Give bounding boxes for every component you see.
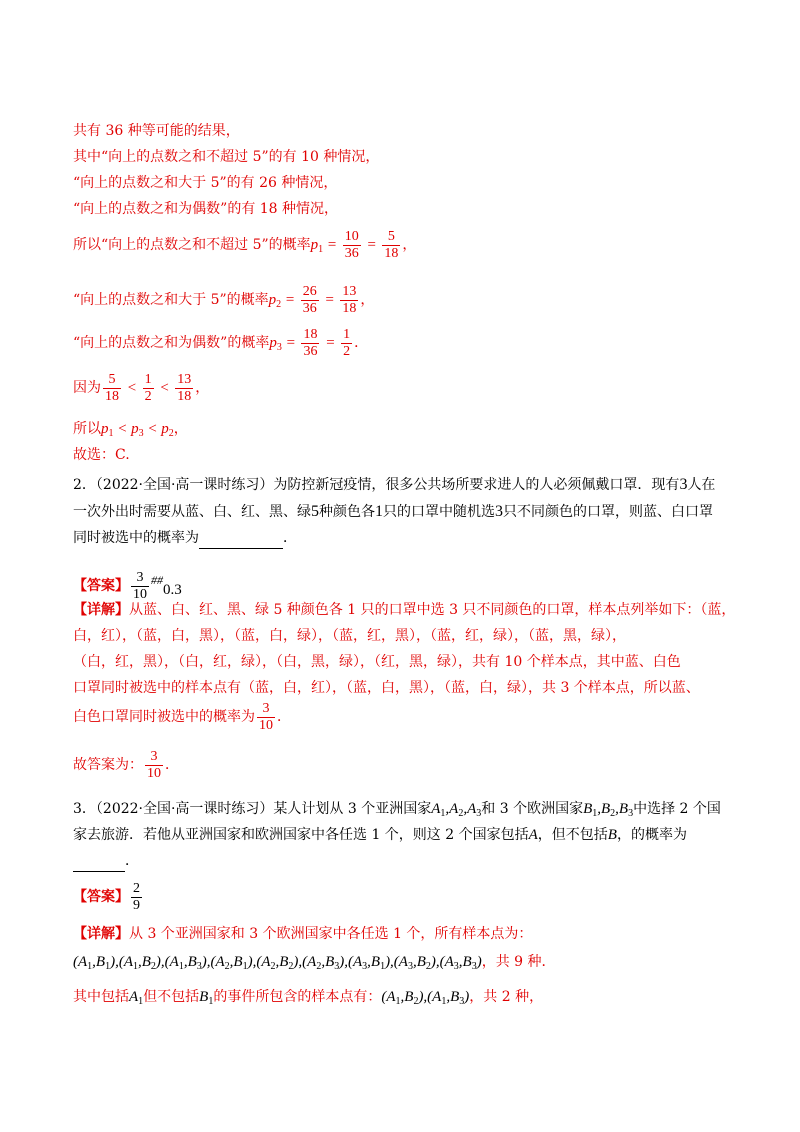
question-2-stem: 一次外出时需要从蓝、白、红、黑、绿5种颜色各1只的口罩中随机选3只不同颜色的口罩，则蓝、白口罩 [73, 503, 713, 520]
fraction: $\frac{5}{18}$ [384, 228, 399, 261]
conclusion-line: 所以$p_1 < p_3 < p_2$， [73, 421, 188, 439]
question-2-detail: 白，红），（蓝，白，黑），（蓝，白，绿），（蓝，红，黑），（蓝，红，绿），（蓝，黑，绿）， [73, 628, 626, 644]
question-2-detail: （白，红，黑），（白，红，绿），（白，黑，绿），（红，黑，绿），共有 10 个样本点，其中蓝、白色 [73, 654, 681, 670]
question-2-detail: 口罩同时被选中的样本点有（蓝，白，红），（蓝，白，黑），（蓝，白，绿），共 3 个样本点，所以蓝、 [73, 680, 700, 696]
question-3-stem: ． [73, 851, 139, 872]
solution-line: “向上的点数之和大于 5”的有 26 种情况， [73, 175, 338, 191]
fraction: $\frac{1}{2}$ [144, 371, 152, 404]
question-3-answer: 【答案】 $\frac{2}{9}$ [73, 880, 140, 913]
fraction: $\frac{10}{36}$ [344, 228, 359, 261]
question-3-stem: 3．（2022·全国·高一课时练习）某人计划从 3 个亚洲国家$A_1,A_2,A_3$和 3 个欧洲国家$B_1,B_2,B_3$中选择 2 个国 [73, 801, 721, 819]
question-2-detail: 白色口罩同时被选中的概率为 $\frac{3}{10}$ ． [73, 700, 291, 733]
question-2-stem: 2．（2022·全国·高一课时练习）为防控新冠疫情，很多公共场所要求进人的人必须佩戴口罩．现有3人在 [73, 476, 716, 493]
solution-line: 其中“向上的点数之和不超过 5”的有 10 种情况， [73, 149, 380, 165]
fraction: $\frac{13}{18}$ [342, 283, 357, 316]
fraction: $\frac{26}{36}$ [302, 283, 317, 316]
probability-p2: “向上的点数之和大于 5”的概率$p_2$ = $\frac{26}{36}$ = $\frac{13}{18}$ ， [73, 283, 375, 316]
fraction: $\frac{1}{2}$ [343, 326, 351, 359]
question-2-answer: 【答案】 $\frac{3}{10}$ ##0.3 [73, 569, 182, 602]
answer-blank [199, 528, 283, 549]
question-2-stem: 同时被选中的概率为 ． [73, 528, 297, 549]
choice-line: 故选：C. [73, 447, 130, 463]
solution-line: 共有 36 种等可能的结果， [73, 123, 240, 139]
question-3-stem: 家去旅游．若他从亚洲国家和欧洲国家中各任选 1 个，则这 2 个国家包括A，但不包括B，的概率为 [73, 827, 687, 843]
fraction: $\frac{13}{18}$ [177, 371, 192, 404]
fraction: $\frac{2}{9}$ [133, 880, 140, 913]
answer-blank [73, 851, 125, 872]
comparison-line: 因为 $\frac{5}{18}$ < $\frac{1}{2}$ < $\frac{13}{18}$ ， [73, 371, 210, 404]
question-2-detail: 【详解】从蓝、白、红、黑、绿 5 种颜色各 1 只的口罩中选 3 只不同颜色的口罩，样本点列举如下：（蓝， [73, 602, 736, 618]
fraction: $\frac{3}{10}$ [133, 569, 147, 602]
solution-line: “向上的点数之和为偶数”的有 18 种情况， [73, 201, 339, 217]
question-3-pairs: $(A_1,B_1),(A_1,B_2),(A_1,B_3),(A_2,B_1),(A_2,B_2),(A_2,B_3),(A_3,B_1),(A_3,B_2),(A_3,B_3)$，共 9 种． [73, 954, 556, 972]
probability-p3: “向上的点数之和为偶数”的概率$p_3$ = $\frac{18}{36}$ = $\frac{1}{2}$ ． [73, 326, 369, 359]
fraction: $\frac{18}{36}$ [303, 326, 318, 359]
fraction: $\frac{3}{10}$ [147, 748, 161, 781]
question-3-detail: 【详解】从 3 个亚洲国家和 3 个欧洲国家中各任选 1 个，所有样本点为： [73, 926, 533, 942]
question-3-event: 其中包括$A_1$但不包括$B_1$的事件所包含的样本点有：$(A_1,B_2),(A_1,B_3)$，共 2 种， [73, 989, 544, 1007]
question-2-final: 故答案为： $\frac{3}{10}$ ． [73, 748, 179, 781]
fraction: $\frac{5}{18}$ [105, 371, 119, 404]
fraction: $\frac{3}{10}$ [259, 700, 273, 733]
probability-p1: 所以“向上的点数之和不超过 5”的概率$p_1$ = $\frac{10}{36}$ = $\frac{5}{18}$ ， [73, 228, 417, 261]
